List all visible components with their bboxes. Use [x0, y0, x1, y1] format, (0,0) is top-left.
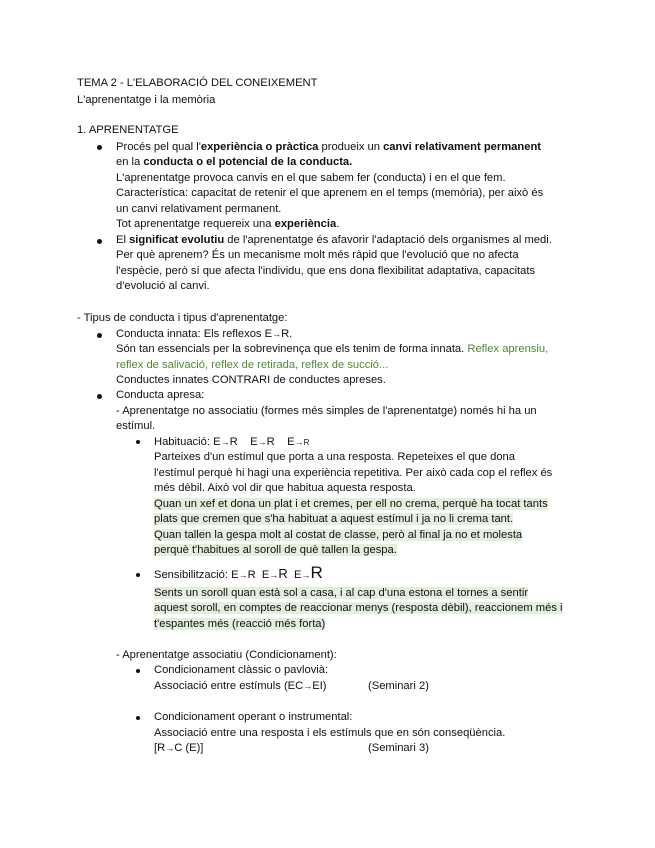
- highlighted-example: [154, 528, 522, 542]
- text: R: [278, 566, 288, 581]
- text: Associació entre estímuls (EC: [154, 680, 304, 692]
- bold-text: conducta o el potencial de la conducta.: [143, 156, 353, 168]
- text: C (E)]: [174, 742, 204, 754]
- doc-subtitle: L'aprenentatge i la memòria: [77, 94, 216, 106]
- arrow-icon: →: [257, 437, 267, 447]
- text: R: [229, 436, 238, 448]
- example-text: reflex de salivació, reflex de retirada, reflex de succió...: [116, 359, 389, 371]
- text: .: [336, 218, 340, 230]
- text-line: L'aprenentatge provoca canvis en el que sabem fer (conducta) i en el que fem.: [116, 172, 506, 184]
- seminari-ref: (Seminari 3): [368, 742, 429, 754]
- text: E: [213, 436, 221, 448]
- text-line: l'estímul perquè hi hagi una experiència repetitiva. Per això cada cop el reflex és: [154, 467, 553, 479]
- text-line: [116, 217, 339, 231]
- bullet-marker: [97, 145, 102, 150]
- arrow-icon: →: [294, 437, 304, 447]
- text: EI): [312, 680, 327, 692]
- text: de l'aprenentatge és afavorir l'adaptació dels organismes al medi.: [224, 234, 552, 246]
- text: R: [303, 438, 310, 447]
- highlight: Quan un xef et dona un plat i et cremes, per ell no crema, perquè ha tocat tants: [154, 498, 548, 510]
- text: E: [231, 569, 239, 581]
- text: produeix un: [318, 141, 384, 153]
- text-line: l'espècie, però sí que afecta l'individu, que ens dona flexibilitat adaptativa, capacitats: [116, 265, 536, 277]
- arrow-icon: →: [269, 570, 279, 580]
- associatiu-heading: - Aprenentatge associatiu (Condicionament):: [116, 649, 337, 661]
- arrow-icon: →: [220, 437, 230, 447]
- text: E: [250, 436, 258, 448]
- text: R: [266, 436, 275, 448]
- bullet-marker: [136, 573, 140, 577]
- bullet-marker: [97, 333, 102, 338]
- text: Tot aprenentatge requereix una: [116, 218, 275, 230]
- operant-label: Condicionament operant o instrumental:: [154, 711, 353, 723]
- text: E: [261, 569, 270, 581]
- text-line: estímul.: [116, 420, 156, 432]
- bullet-marker: [97, 239, 102, 244]
- text: [R: [154, 742, 166, 754]
- arrow-icon: →: [301, 570, 311, 580]
- highlighted-example: [154, 617, 325, 631]
- text-line: un canvi relativament permanent.: [116, 203, 282, 215]
- text: Són tan essencials per la sobrevinença que els tenim de forma innata.: [116, 343, 468, 355]
- habituacio-label: [154, 435, 309, 450]
- highlighted-example: [154, 512, 513, 526]
- text-line: - Aprenentatge no associatiu (formes més simples de l'aprenentatge) només hi ha un: [116, 405, 537, 417]
- highlight: Sents un soroll quan està sol a casa, i al cap d'una estona el tornes a sentir: [154, 587, 529, 599]
- text: E: [293, 569, 302, 581]
- text: R: [247, 569, 256, 581]
- example-text: Reflex aprensiu,: [467, 343, 549, 355]
- arrow-icon: →: [165, 743, 175, 753]
- text-line: Conductes innates CONTRARI de conductes apreses.: [116, 374, 386, 386]
- apresa-label: Conducta apresa:: [116, 389, 205, 401]
- text: E: [287, 436, 295, 448]
- text-line: més dèbil. Això vol dir que habitua aquesta resposta.: [154, 482, 416, 494]
- innata-label: [116, 327, 292, 341]
- text: Habituació:: [154, 436, 214, 448]
- bullet-marker: [97, 394, 102, 399]
- text-line: [154, 741, 203, 755]
- text-line: [116, 342, 548, 356]
- definition-line: [116, 140, 541, 154]
- text: R: [310, 563, 323, 582]
- bullet-marker: [136, 440, 140, 444]
- bold-text: experiència o pràctica: [200, 141, 319, 153]
- text: en la: [116, 156, 144, 168]
- text: Procés pel qual l': [116, 141, 201, 153]
- highlighted-example: [154, 543, 397, 557]
- highlight: perquè t'habitues al soroll de què tallen la gespa.: [154, 544, 397, 556]
- text-line: [154, 679, 327, 693]
- text: El: [116, 234, 130, 246]
- doc-title: TEMA 2 - L'ELABORACIÓ DEL CONEIXEMENT: [77, 77, 318, 89]
- classic-label: Condicionament clàssic o pavlovià:: [154, 664, 329, 676]
- section-heading-aprenentatge: 1. APRENENTATGE: [77, 124, 179, 136]
- section-heading-tipus: - Tipus de conducta i tipus d'aprenentatge:: [77, 312, 288, 324]
- bold-text: significat evolutiu: [129, 234, 225, 246]
- text-line: Associació entre una resposta i els estímuls que en són conseqüència.: [154, 727, 506, 739]
- highlight: aquest soroll, en comptes de reaccionar menys (resposta dèbil), reaccionem més i: [154, 602, 563, 614]
- definition-line: [116, 155, 352, 169]
- text-line: Per què aprenem? És un mecanisme molt més ràpid que l'evolució que no afecta: [116, 249, 519, 261]
- bold-text: canvi relativament permanent: [383, 141, 542, 153]
- text-line: Parteixes d'un estímul que porta a una resposta. Repeteixes el que dona: [154, 451, 515, 463]
- bold-text: experiència: [274, 218, 337, 230]
- arrow-icon: →: [238, 570, 248, 580]
- highlight: Quan tallen la gespa molt al costat de classe, però al final ja no et molesta: [154, 529, 523, 541]
- bullet-marker: [136, 669, 140, 673]
- text-line: Característica: capacitat de retenir el que aprenem en el temps (memòria), per això és: [116, 187, 544, 199]
- text-line: [116, 233, 552, 247]
- seminari-ref: (Seminari 2): [368, 680, 429, 692]
- bullet-marker: [136, 716, 140, 720]
- arrow-icon: →: [272, 329, 282, 339]
- highlight: t'espantes més (reacció més forta): [154, 618, 326, 630]
- highlight: plats que cremen que s'ha habituat a aquest estímul i ja no li crema tant.: [154, 513, 514, 525]
- highlighted-example: [154, 601, 563, 615]
- sensibilitzacio-label: [154, 564, 323, 584]
- arrow-icon: →: [303, 681, 313, 691]
- text-line: d'evolució al canvi.: [116, 280, 210, 292]
- text: Conducta innata: Els reflexos E: [116, 328, 273, 340]
- highlighted-example: [154, 497, 548, 511]
- highlighted-example: [154, 586, 528, 600]
- text: R.: [281, 328, 293, 340]
- text: Sensibilització:: [154, 569, 232, 581]
